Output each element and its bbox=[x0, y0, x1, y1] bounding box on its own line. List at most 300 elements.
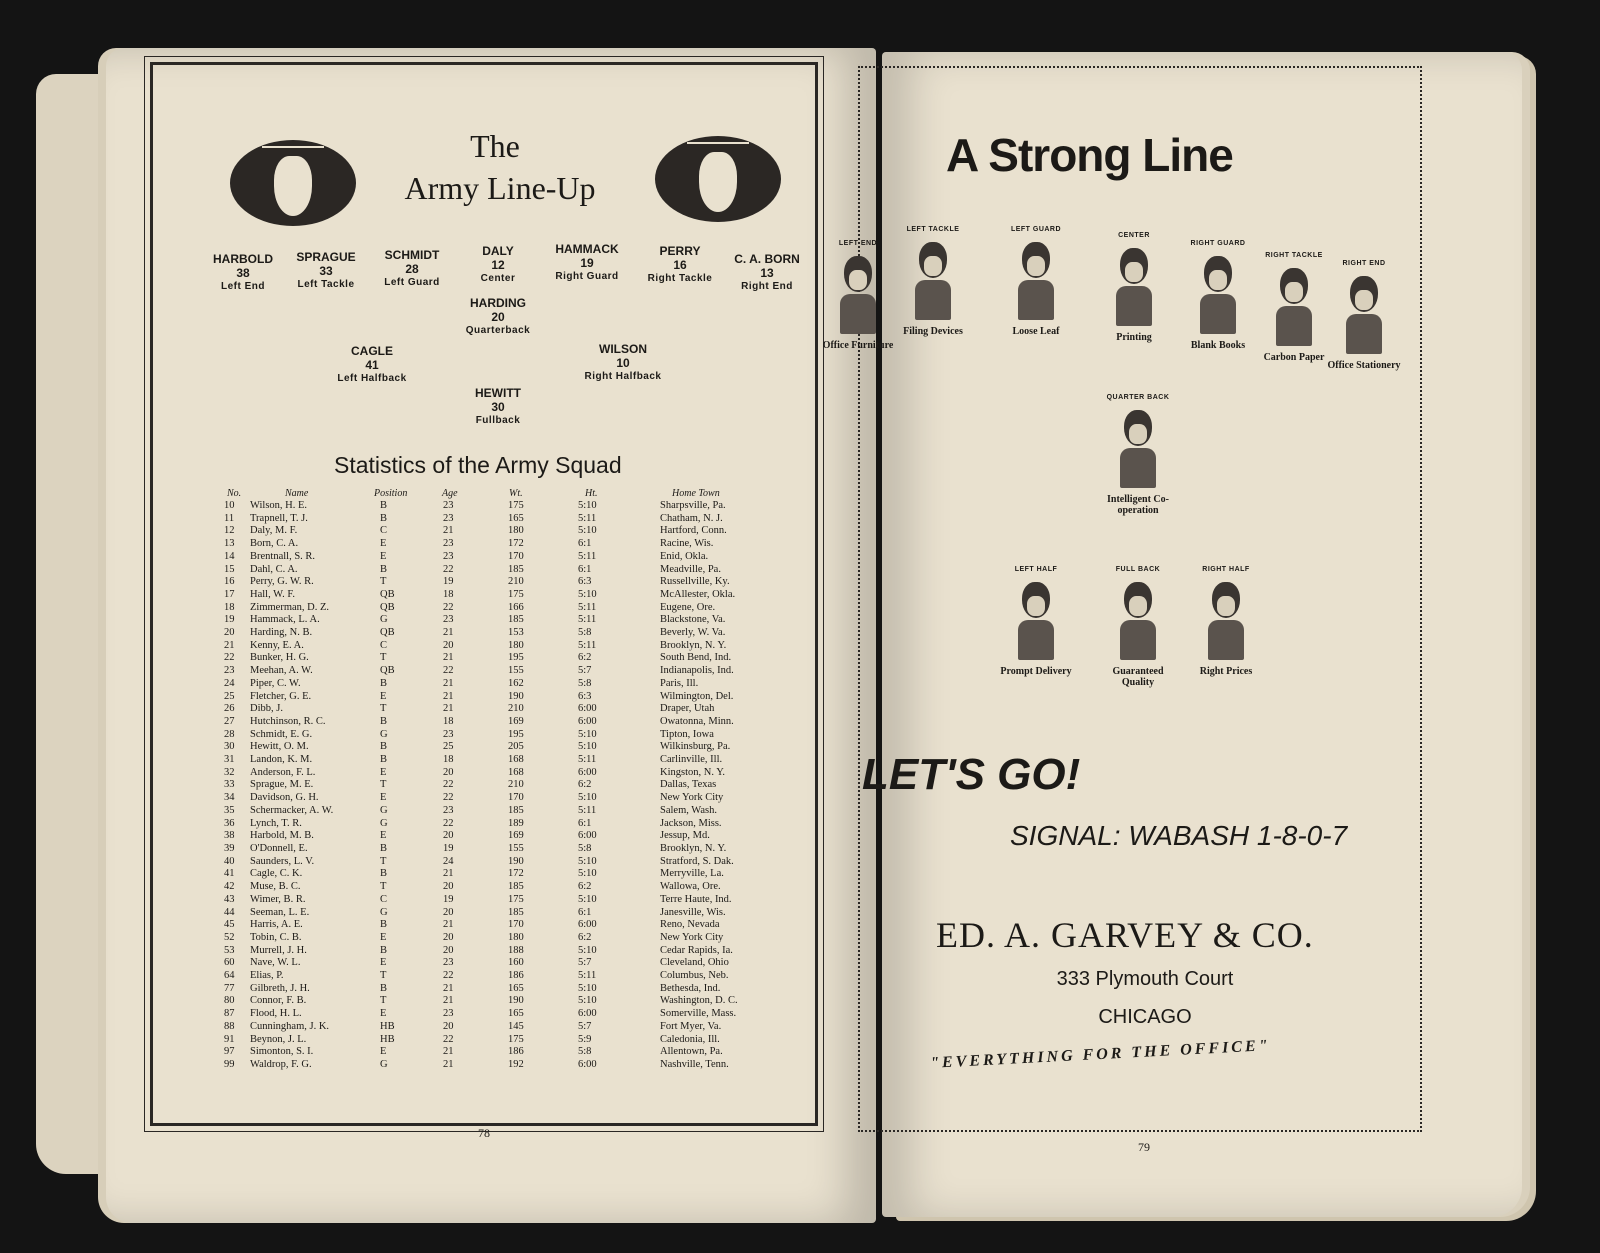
stats-cell: 15 bbox=[224, 563, 235, 575]
stats-cell: 25 bbox=[224, 690, 235, 702]
lineup-player: C. A. BORN 13 Right End bbox=[734, 252, 800, 292]
stats-cell: Wimer, B. R. bbox=[250, 893, 306, 905]
stats-cell: Brentnall, S. R. bbox=[250, 550, 316, 562]
stats-cell: Eugene, Ore. bbox=[660, 601, 716, 613]
stats-cell: 21 bbox=[443, 525, 454, 537]
stats-cell: 11 bbox=[224, 512, 235, 524]
stats-cell: 5:11 bbox=[578, 601, 597, 613]
col-header-name: Name bbox=[285, 488, 309, 499]
page-stack-left bbox=[36, 74, 116, 1174]
stats-cell: South Bend, Ind. bbox=[660, 652, 732, 664]
stats-cell: 22 bbox=[443, 817, 454, 829]
stats-cell: G bbox=[380, 817, 388, 829]
stats-cell: 22 bbox=[443, 1033, 454, 1045]
stats-cell: 6:1 bbox=[578, 563, 592, 575]
stats-cell: Sharpsville, Pa. bbox=[660, 500, 726, 511]
stats-cell: 19 bbox=[443, 893, 454, 905]
stats-cell: 6:00 bbox=[578, 919, 597, 931]
stats-cell: 6:00 bbox=[578, 703, 597, 715]
lineup-player: SPRAGUE 33 Left Tackle bbox=[296, 250, 356, 290]
stats-cell: 6:00 bbox=[578, 766, 597, 778]
stats-cell: E bbox=[380, 830, 387, 842]
stats-cell: Beynon, J. L. bbox=[250, 1033, 307, 1045]
stats-cell: 6:2 bbox=[578, 779, 592, 791]
stats-cell: Connor, F. B. bbox=[250, 995, 307, 1007]
stats-cell: 23 bbox=[443, 957, 454, 969]
stats-cell: Piper, C. W. bbox=[250, 677, 301, 689]
stats-cell: 5:11 bbox=[578, 754, 597, 766]
stats-cell: 20 bbox=[443, 639, 454, 651]
stats-cell: 5:10 bbox=[578, 868, 597, 880]
stats-cell: 20 bbox=[443, 830, 454, 842]
stats-cell: 22 bbox=[224, 652, 235, 664]
stats-cell: 18 bbox=[443, 588, 454, 600]
stats-cell: 21 bbox=[443, 703, 454, 715]
stats-cell: 185 bbox=[508, 804, 524, 816]
stats-cell: 20 bbox=[443, 944, 454, 956]
stats-cell: 5:8 bbox=[578, 1046, 592, 1058]
stats-cell: G bbox=[380, 728, 388, 740]
stats-cell: Anderson, F. L. bbox=[250, 766, 316, 778]
stats-cell: 5:11 bbox=[578, 550, 597, 562]
stats-cell: 21 bbox=[443, 677, 454, 689]
lineup-player: HARBOLD 38 Left End bbox=[213, 252, 273, 292]
stats-cell: 6:2 bbox=[578, 652, 592, 664]
stats-cell: 64 bbox=[224, 970, 235, 982]
line-figure: LEFT GUARD Loose Leaf bbox=[1010, 226, 1062, 337]
stats-cell: 22 bbox=[443, 970, 454, 982]
stats-cell: Carlinville, Ill. bbox=[660, 754, 723, 766]
stats-cell: 165 bbox=[508, 982, 524, 994]
stats-cell: B bbox=[380, 741, 388, 753]
stats-cell: QB bbox=[380, 665, 395, 677]
stats-cell: T bbox=[380, 881, 387, 893]
stats-cell: 5:7 bbox=[578, 957, 592, 969]
stats-cell: 6:1 bbox=[578, 538, 592, 550]
stats-cell: 188 bbox=[508, 944, 524, 956]
stats-cell: Dallas, Texas bbox=[660, 779, 717, 791]
stats-cell: 40 bbox=[224, 855, 235, 867]
stats-cell: 13 bbox=[224, 538, 235, 550]
stats-cell: 5:8 bbox=[578, 842, 592, 854]
stats-cell: 166 bbox=[508, 601, 524, 613]
stats-cell: Kingston, N. Y. bbox=[660, 766, 726, 778]
lineup-player: CAGLE 41 Left Halfback bbox=[337, 344, 407, 384]
stats-cell: 169 bbox=[508, 830, 524, 842]
stats-cell: Jessup, Md. bbox=[660, 830, 710, 842]
stats-title: Statistics of the Army Squad bbox=[334, 452, 622, 478]
stats-cell: 39 bbox=[224, 842, 235, 854]
page-number-right: 79 bbox=[1138, 1140, 1150, 1154]
col-header-weight: Wt. bbox=[509, 488, 523, 499]
stats-cell: 172 bbox=[508, 868, 524, 880]
stats-cell: 5:11 bbox=[578, 804, 597, 816]
stats-cell: 23 bbox=[224, 665, 235, 677]
stats-cell: Jackson, Miss. bbox=[660, 817, 722, 829]
stats-cell: 168 bbox=[508, 754, 524, 766]
stats-cell: 185 bbox=[508, 906, 524, 918]
stats-cell: Schermacker, A. W. bbox=[250, 804, 334, 816]
stats-cell: 5:8 bbox=[578, 627, 592, 639]
stats-cell: 195 bbox=[508, 728, 524, 740]
football-mule-emblem-left bbox=[230, 140, 356, 226]
stats-cell: Seeman, L. E. bbox=[250, 906, 310, 918]
stats-cell: Flood, H. L. bbox=[250, 1008, 302, 1020]
stats-cell: B bbox=[380, 677, 388, 689]
stats-cell: 170 bbox=[508, 919, 524, 931]
stats-cell: 53 bbox=[224, 944, 235, 956]
stats-cell: Allentown, Pa. bbox=[660, 1046, 723, 1058]
stats-cell: T bbox=[380, 703, 387, 715]
stats-cell: Somerville, Mass. bbox=[660, 1008, 737, 1020]
page-number-left: 78 bbox=[478, 1126, 490, 1140]
stats-cell: Meadville, Pa. bbox=[660, 563, 721, 575]
stats-cell: O'Donnell, E. bbox=[250, 842, 308, 854]
stats-cell: Cagle, C. K. bbox=[250, 868, 303, 880]
stats-cell: 97 bbox=[224, 1046, 235, 1058]
stats-cell: 87 bbox=[224, 1008, 235, 1020]
stats-cell: 189 bbox=[508, 817, 524, 829]
stats-cell: 16 bbox=[224, 576, 235, 588]
stats-cell: T bbox=[380, 855, 387, 867]
stats-cell: Brooklyn, N. Y. bbox=[660, 639, 727, 651]
stats-cell: 5:10 bbox=[578, 944, 597, 956]
stats-cell: 210 bbox=[508, 779, 524, 791]
stats-cell: 6:3 bbox=[578, 690, 592, 702]
stats-cell: 6:00 bbox=[578, 830, 597, 842]
stats-cell: Hartford, Conn. bbox=[660, 525, 727, 537]
stats-cell: 38 bbox=[224, 830, 235, 842]
stats-cell: 60 bbox=[224, 957, 235, 969]
stats-cell: 21 bbox=[224, 639, 235, 651]
stats-cell: 21 bbox=[443, 982, 454, 994]
company-address: 333 Plymouth Court bbox=[1056, 968, 1234, 990]
stats-cell: T bbox=[380, 970, 387, 982]
stats-cell: Harding, N. B. bbox=[250, 627, 313, 639]
stats-cell: Hammack, L. A. bbox=[250, 614, 320, 626]
stats-cell: 19 bbox=[443, 576, 454, 588]
stats-cell: 20 bbox=[224, 627, 235, 639]
company-slogan: "EVERYTHING FOR THE OFFICE" bbox=[929, 1037, 1271, 1072]
stats-cell: B bbox=[380, 982, 388, 994]
stats-cell: 20 bbox=[443, 881, 454, 893]
stats-cell: 186 bbox=[508, 970, 524, 982]
stats-cell: 190 bbox=[508, 995, 524, 1007]
stats-cell: Kenny, E. A. bbox=[250, 639, 304, 651]
col-header-height: Ht. bbox=[585, 488, 598, 499]
stats-cell: 18 bbox=[443, 754, 454, 766]
stats-cell: 31 bbox=[224, 754, 235, 766]
stats-cell: 22 bbox=[443, 563, 454, 575]
stats-cell: 20 bbox=[443, 766, 454, 778]
stats-cell: 5:10 bbox=[578, 792, 597, 804]
stats-cell: Elias, P. bbox=[250, 970, 284, 982]
stats-cell: Merryville, La. bbox=[660, 868, 724, 880]
stats-cell: G bbox=[380, 906, 388, 918]
stats-cell: B bbox=[380, 512, 388, 524]
stats-cell: Dahl, C. A. bbox=[250, 563, 298, 575]
stats-cell: 190 bbox=[508, 690, 524, 702]
stats-cell: Paris, Ill. bbox=[660, 677, 699, 689]
stats-cell: 5:9 bbox=[578, 1033, 592, 1045]
stats-cell: 6:3 bbox=[578, 576, 592, 588]
stats-cell: 22 bbox=[443, 601, 454, 613]
line-figure: LEFT END Office Furniture bbox=[822, 240, 894, 351]
stats-cell: 23 bbox=[443, 500, 454, 511]
stats-cell: 42 bbox=[224, 881, 235, 893]
stats-cell: 21 bbox=[443, 652, 454, 664]
stats-cell: 44 bbox=[224, 906, 235, 918]
stats-cell: 18 bbox=[443, 715, 454, 727]
stats-cell: B bbox=[380, 500, 388, 511]
stats-cell: 20 bbox=[443, 931, 454, 943]
stats-cell: 5:11 bbox=[578, 970, 597, 982]
stats-cell: 28 bbox=[224, 728, 235, 740]
stats-cell: E bbox=[380, 931, 387, 943]
stats-cell: Reno, Nevada bbox=[660, 919, 720, 931]
stats-cell: B bbox=[380, 919, 388, 931]
stats-cell: T bbox=[380, 779, 387, 791]
stats-cell: B bbox=[380, 715, 388, 727]
stats-cell: Cunningham, J. K. bbox=[250, 1020, 330, 1032]
stats-cell: Harbold, M. B. bbox=[250, 830, 314, 842]
stats-cell: 5:10 bbox=[578, 741, 597, 753]
stats-cell: B bbox=[380, 944, 388, 956]
stats-cell: E bbox=[380, 550, 387, 562]
line-figure: RIGHT GUARD Blank Books bbox=[1190, 240, 1246, 351]
stats-cell: 6:00 bbox=[578, 715, 597, 727]
stats-cell: 99 bbox=[224, 1058, 235, 1070]
stats-cell: Dibb, J. bbox=[250, 703, 283, 715]
stats-cell: 21 bbox=[443, 690, 454, 702]
stats-cell: McAllester, Okla. bbox=[660, 588, 736, 600]
stats-cell: 180 bbox=[508, 525, 524, 537]
stats-cell: 185 bbox=[508, 881, 524, 893]
stats-cell: B bbox=[380, 842, 388, 854]
stats-cell: 23 bbox=[443, 1008, 454, 1020]
stats-cell: T bbox=[380, 995, 387, 1007]
stats-cell: Nave, W. L. bbox=[250, 957, 301, 969]
stats-cell: 205 bbox=[508, 741, 524, 753]
stats-cell: 23 bbox=[443, 804, 454, 816]
stats-cell: E bbox=[380, 690, 387, 702]
company-city: CHICAGO bbox=[1098, 1006, 1192, 1028]
backfield-figure: LEFT HALF Prompt Delivery bbox=[1000, 566, 1072, 677]
stats-cell: 5:7 bbox=[578, 1020, 592, 1032]
stats-cell: Caledonia, Ill. bbox=[660, 1033, 720, 1045]
stats-cell: C bbox=[380, 893, 388, 905]
stats-cell: 5:11 bbox=[578, 639, 597, 651]
stats-cell: B bbox=[380, 563, 388, 575]
stats-cell: Wilson, H. E. bbox=[250, 500, 308, 511]
stats-cell: 5:10 bbox=[578, 855, 597, 867]
stats-cell: Landon, K. M. bbox=[250, 754, 313, 766]
stats-cell: Columbus, Neb. bbox=[660, 970, 729, 982]
stats-cell: Wallowa, Ore. bbox=[660, 881, 721, 893]
stats-cell: G bbox=[380, 614, 388, 626]
stats-cell: Muse, B. C. bbox=[250, 881, 301, 893]
stats-cell: 22 bbox=[443, 665, 454, 677]
stats-cell: 25 bbox=[443, 741, 454, 753]
company-name: ED. A. GARVEY & CO. bbox=[936, 915, 1314, 955]
stats-cell: 36 bbox=[224, 817, 235, 829]
stats-cell: 153 bbox=[508, 627, 524, 639]
stats-cell: Stratford, S. Dak. bbox=[660, 855, 734, 867]
stats-cell: Brooklyn, N. Y. bbox=[660, 842, 727, 854]
stats-cell: 5:10 bbox=[578, 500, 597, 511]
stats-cell: Fletcher, G. E. bbox=[250, 690, 312, 702]
stats-cell: 45 bbox=[224, 919, 235, 931]
stats-cell: E bbox=[380, 1046, 387, 1058]
stats-cell: Perry, G. W. R. bbox=[250, 576, 314, 588]
stats-cell: QB bbox=[380, 588, 395, 600]
stats-cell: 35 bbox=[224, 804, 235, 816]
stats-cell: Owatonna, Minn. bbox=[660, 715, 734, 727]
stats-cell: 23 bbox=[443, 550, 454, 562]
stats-cell: 24 bbox=[443, 855, 454, 867]
stats-cell: Nashville, Tenn. bbox=[660, 1058, 729, 1070]
stats-cell: Waldrop, F. G. bbox=[250, 1058, 312, 1070]
stats-cell: 195 bbox=[508, 652, 524, 664]
stats-cell: 14 bbox=[224, 550, 235, 562]
stats-cell: Lynch, T. R. bbox=[250, 817, 302, 829]
line-figure: RIGHT TACKLE Carbon Paper bbox=[1263, 252, 1325, 363]
stats-cell: Blackstone, Va. bbox=[660, 614, 726, 626]
stats-cell: Wilmington, Del. bbox=[660, 690, 734, 702]
lets-go-heading: LET'S GO! bbox=[862, 750, 1081, 799]
stats-cell: 21 bbox=[443, 627, 454, 639]
stats-cell: T bbox=[380, 576, 387, 588]
stats-cell: E bbox=[380, 1008, 387, 1020]
stats-cell: 180 bbox=[508, 639, 524, 651]
stats-cell: 21 bbox=[443, 995, 454, 1007]
lineup-player: PERRY 16 Right Tackle bbox=[647, 244, 713, 284]
stats-cell: Hall, W. F. bbox=[250, 588, 295, 600]
stats-cell: Chatham, N. J. bbox=[660, 512, 723, 524]
col-header-age: Age bbox=[442, 488, 458, 499]
stats-cell: 6:1 bbox=[578, 817, 592, 829]
stats-cell: 88 bbox=[224, 1020, 235, 1032]
line-figure: LEFT TACKLE Filing Devices bbox=[903, 226, 963, 337]
stats-cell: 19 bbox=[443, 842, 454, 854]
signal-line: SIGNAL: WABASH 1-8-0-7 bbox=[1010, 820, 1348, 851]
stats-cell: 5:7 bbox=[578, 665, 592, 677]
stats-cell: 23 bbox=[443, 512, 454, 524]
stats-cell: Bunker, H. G. bbox=[250, 652, 309, 664]
lineup-player: HEWITT 30 Fullback bbox=[475, 386, 521, 426]
stats-cell: 80 bbox=[224, 995, 235, 1007]
stats-cell: 43 bbox=[224, 893, 235, 905]
stats-cell: 21 bbox=[443, 1058, 454, 1070]
stats-cell: 5:11 bbox=[578, 614, 597, 626]
stats-cell: Zimmerman, D. Z. bbox=[250, 601, 330, 613]
stats-cell: Harris, A. E. bbox=[250, 919, 303, 931]
stats-cell: 23 bbox=[443, 538, 454, 550]
stats-cell: New York City bbox=[660, 931, 724, 943]
stats-cell: Janesville, Wis. bbox=[660, 906, 726, 918]
stats-cell: 5:10 bbox=[578, 588, 597, 600]
stats-cell: HB bbox=[380, 1020, 395, 1032]
stats-cell: 21 bbox=[443, 919, 454, 931]
stats-cell: 21 bbox=[443, 868, 454, 880]
lineup-player: HAMMACK 19 Right Guard bbox=[555, 242, 619, 282]
stats-cell: 20 bbox=[443, 906, 454, 918]
stats-cell: Draper, Utah bbox=[660, 703, 715, 715]
stats-cell: 6:1 bbox=[578, 906, 592, 918]
stats-cell: B bbox=[380, 868, 388, 880]
lineup-title-line1: The bbox=[470, 128, 520, 164]
lineup-player: HARDING 20 Quarterback bbox=[465, 296, 531, 336]
stats-cell: C bbox=[380, 525, 388, 537]
stats-cell: Fort Myer, Va. bbox=[660, 1020, 722, 1032]
stats-cell: Saunders, L. V. bbox=[250, 855, 315, 867]
stats-cell: 165 bbox=[508, 512, 524, 524]
stats-cell: 155 bbox=[508, 665, 524, 677]
stats-cell: 22 bbox=[443, 792, 454, 804]
stats-column-weight bbox=[508, 500, 524, 1072]
stats-cell: Washington, D. C. bbox=[660, 995, 738, 1007]
col-header-hometown: Home Town bbox=[672, 488, 720, 499]
stats-cell: 23 bbox=[443, 728, 454, 740]
stats-cell: 17 bbox=[224, 588, 235, 600]
stats-cell: E bbox=[380, 538, 387, 550]
stats-cell: Hutchinson, R. C. bbox=[250, 715, 326, 727]
stats-cell: E bbox=[380, 792, 387, 804]
stats-column-height bbox=[578, 500, 597, 1072]
stats-cell: 91 bbox=[224, 1033, 235, 1045]
line-figure: RIGHT END Office Stationery bbox=[1327, 260, 1401, 371]
stats-cell: E bbox=[380, 957, 387, 969]
stats-column-no bbox=[224, 500, 235, 1072]
stats-cell: Meehan, A. W. bbox=[250, 665, 313, 677]
stats-cell: Born, C. A. bbox=[250, 538, 299, 550]
stats-cell: 5:10 bbox=[578, 728, 597, 740]
stats-cell: 170 bbox=[508, 792, 524, 804]
stats-cell: Terre Haute, Ind. bbox=[660, 893, 732, 905]
stats-column-hometown bbox=[660, 500, 738, 1072]
stats-cell: Sprague, M. E. bbox=[250, 779, 314, 791]
stats-cell: 155 bbox=[508, 842, 524, 854]
stats-cell: Racine, Wis. bbox=[660, 538, 714, 550]
stats-cell: 21 bbox=[443, 1046, 454, 1058]
stats-cell: Enid, Okla. bbox=[660, 550, 709, 562]
lineup-player: SCHMIDT 28 Left Guard bbox=[384, 248, 440, 288]
stats-cell: Murrell, J. H. bbox=[250, 944, 307, 956]
stats-cell: 19 bbox=[224, 614, 235, 626]
stats-cell: Beverly, W. Va. bbox=[660, 627, 726, 639]
stats-cell: 169 bbox=[508, 715, 524, 727]
stats-cell: 41 bbox=[224, 868, 235, 880]
stats-cell: 24 bbox=[224, 677, 235, 689]
line-figure: CENTER Printing bbox=[1116, 232, 1152, 343]
stats-column-position bbox=[380, 500, 395, 1072]
stats-cell: Hewitt, O. M. bbox=[250, 741, 309, 753]
stats-cell: 10 bbox=[224, 500, 235, 511]
stats-cell: 77 bbox=[224, 982, 235, 994]
stats-cell: Russellville, Ky. bbox=[660, 576, 730, 588]
stats-cell: C bbox=[380, 639, 388, 651]
stats-cell: T bbox=[380, 652, 387, 664]
stats-cell: 6:2 bbox=[578, 881, 592, 893]
stats-cell: Daly, M. F. bbox=[250, 525, 298, 537]
stats-cell: 12 bbox=[224, 525, 235, 537]
stats-cell: 30 bbox=[224, 741, 235, 753]
stats-cell: Davidson, G. H. bbox=[250, 792, 319, 804]
stats-cell: 5:10 bbox=[578, 893, 597, 905]
stats-cell: 33 bbox=[224, 779, 235, 791]
lineup-title-line2: Army Line-Up bbox=[404, 170, 596, 206]
stats-cell: 26 bbox=[224, 703, 235, 715]
